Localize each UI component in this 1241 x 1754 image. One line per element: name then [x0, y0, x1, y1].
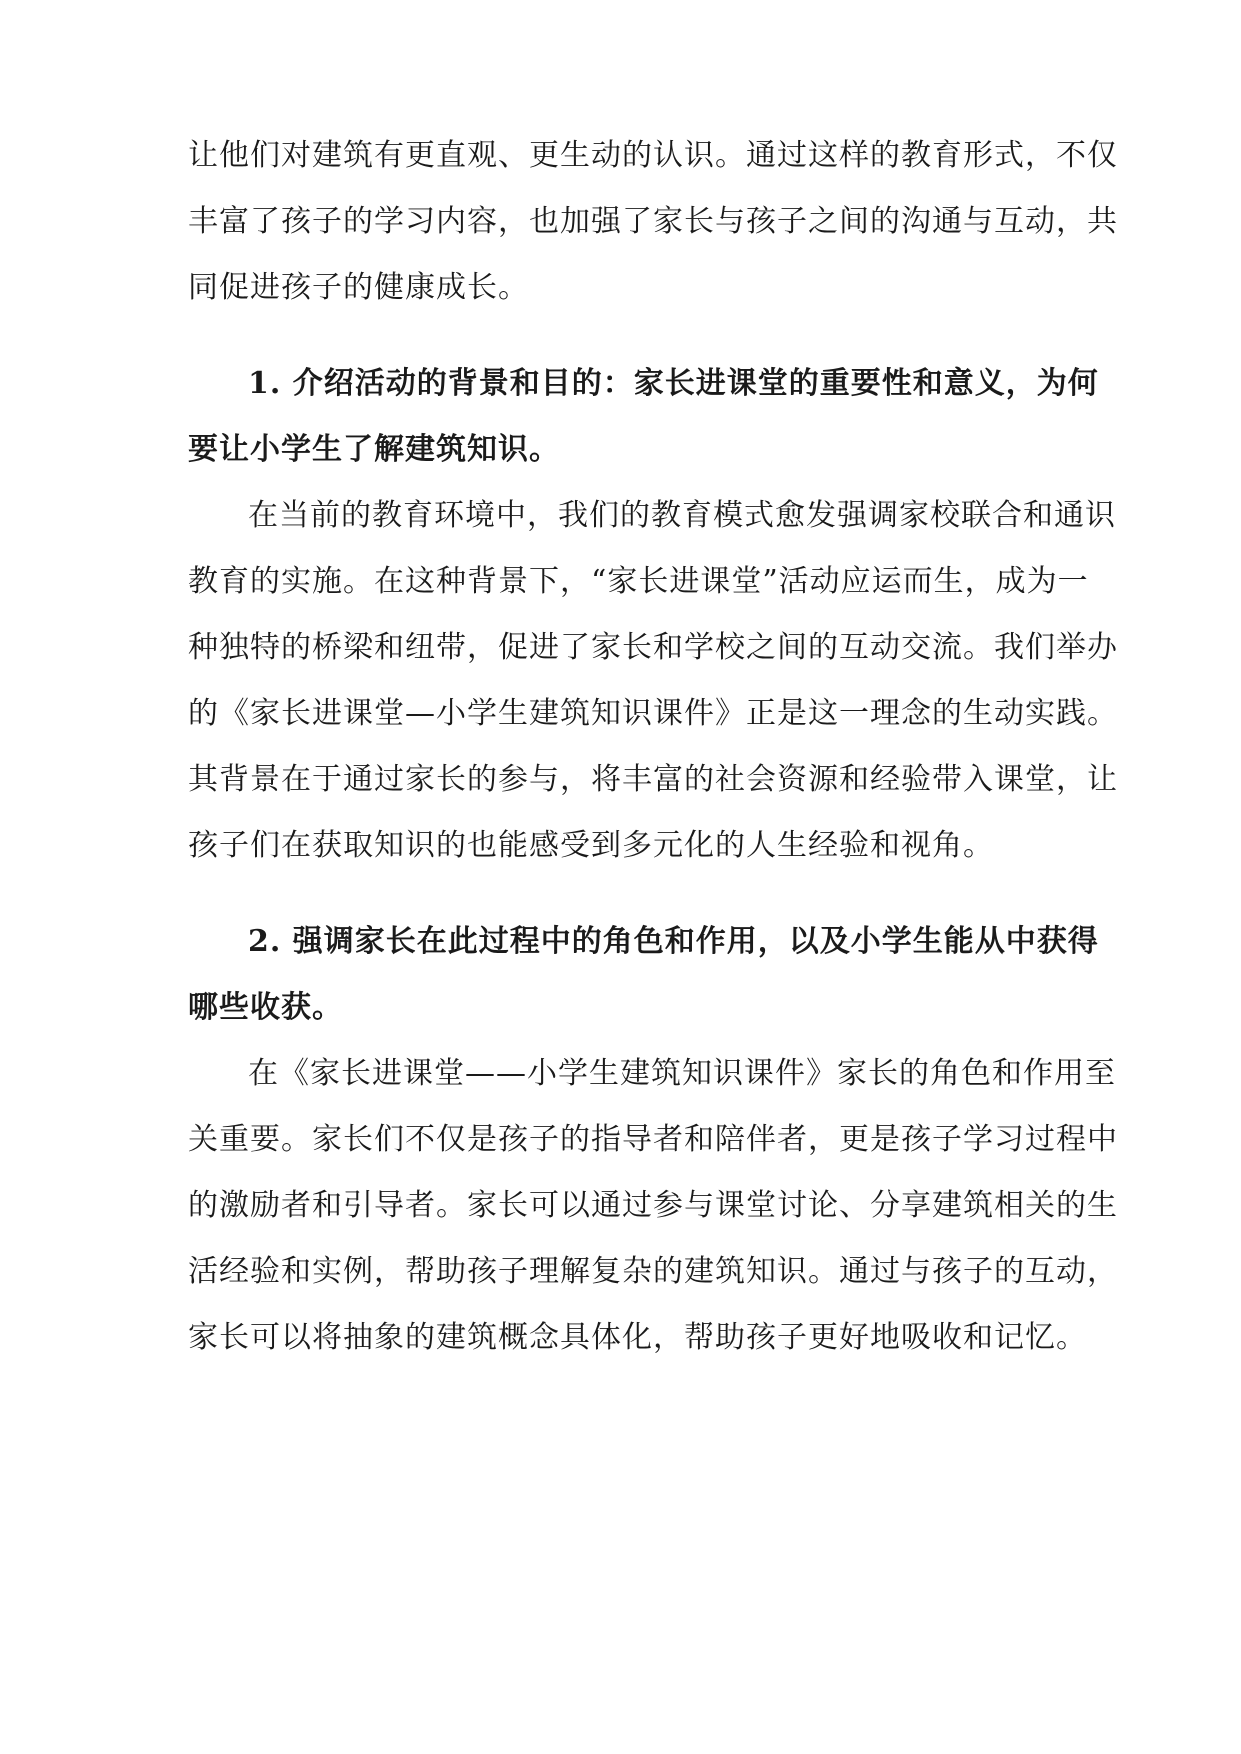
paragraph-line: 活经验和实例，帮助孩子理解复杂的建筑知识。通过与孩子的互动，	[188, 1254, 1118, 1289]
paragraph-line: 教育的实施。在这种背景下，“家长进课堂”活动应运而生，成为一	[188, 564, 1089, 599]
paragraph-line: 丰富了孩子的学习内容，也加强了家长与孩子之间的沟通与互动，共	[188, 204, 1118, 239]
section-heading: 2. 强调家长在此过程中的角色和作用，以及小学生能从中获得	[248, 924, 1099, 959]
paragraph-line: 其背景在于通过家长的参与，将丰富的社会资源和经验带入课堂，让	[188, 762, 1118, 797]
paragraph-line: 的激励者和引导者。家长可以通过参与课堂讨论、分享建筑相关的生	[188, 1188, 1118, 1223]
paragraph-line: 孩子们在获取知识的也能感受到多元化的人生经验和视角。	[188, 828, 994, 863]
paragraph-line: 种独特的桥梁和纽带，促进了家长和学校之间的互动交流。我们举办	[188, 630, 1118, 665]
paragraph-line: 让他们对建筑有更直观、更生动的认识。通过这样的教育形式，不仅	[188, 138, 1118, 173]
paragraph-line: 在《家长进课堂——小学生建筑知识课件》家长的角色和作用至	[248, 1056, 1116, 1091]
section-heading: 要让小学生了解建筑知识。	[188, 432, 560, 467]
section-heading: 1. 介绍活动的背景和目的：家长进课堂的重要性和意义，为何	[248, 366, 1099, 401]
paragraph-line: 关重要。家长们不仅是孩子的指导者和陪伴者，更是孩子学习过程中	[188, 1122, 1118, 1157]
paragraph-line: 在当前的教育环境中，我们的教育模式愈发强调家校联合和通识	[248, 498, 1116, 533]
section-heading: 哪些收获。	[188, 990, 343, 1025]
paragraph-line: 的《家长进课堂—小学生建筑知识课件》正是这一理念的生动实践。	[188, 696, 1118, 731]
paragraph-line: 家长可以将抽象的建筑概念具体化，帮助孩子更好地吸收和记忆。	[188, 1320, 1087, 1355]
paragraph-line: 同促进孩子的健康成长。	[188, 270, 529, 305]
